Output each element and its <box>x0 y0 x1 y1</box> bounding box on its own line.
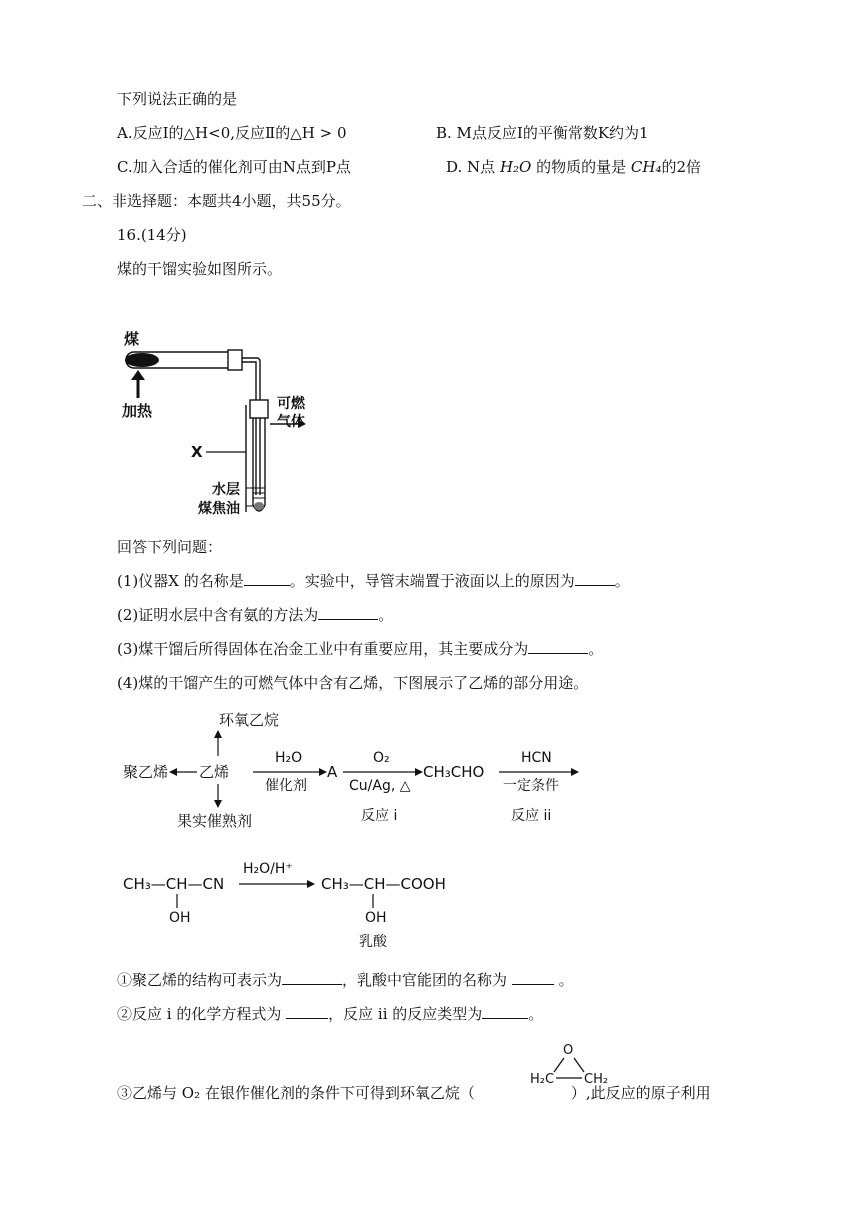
epoxide-bond-left <box>554 1058 564 1072</box>
label-reagent-water: H₂O <box>275 750 303 766</box>
epoxide-right-carbon: CH₂ <box>584 1072 609 1087</box>
subquestion-1 <box>117 970 574 990</box>
receiving-tube <box>253 418 265 511</box>
answer-blank-8 <box>482 1004 528 1019</box>
label-water-layer: 水层 <box>212 482 240 498</box>
q15-option-d <box>446 157 701 177</box>
answer-blank-7 <box>286 1004 328 1019</box>
q15-option-a: A.反应Ⅰ的△H<0,反应Ⅱ的△H > 0 <box>117 124 347 142</box>
label-acid-hydrolysis: H₂O/H⁺ <box>243 861 293 877</box>
q15-option-d-mid: 的物质的量是 <box>536 158 627 176</box>
label-ethylene: 乙烯 <box>199 763 230 781</box>
label-cu-ag-heat: Cu/Ag, △ <box>349 778 411 794</box>
answer-blank-1 <box>244 571 290 586</box>
answer-blank-3 <box>318 605 378 620</box>
label-heat: 加热 <box>122 402 153 420</box>
subquestion-3 <box>117 1083 711 1103</box>
part-1-text-b: 。实验中，导管末端置于液面以上的原因为 <box>289 572 575 590</box>
q15-option-d-h2o: H₂O <box>499 158 532 176</box>
label-coal-tar: 煤焦油 <box>198 501 240 517</box>
coal-sample <box>125 353 159 367</box>
subquestion-3-text-b: ）,此反应的原子利用 <box>570 1084 711 1102</box>
part-1-text-a: (1)仪器X 的名称是 <box>117 572 244 590</box>
delivery-tube <box>242 358 260 495</box>
stopper-1 <box>228 350 242 370</box>
label-certain-conditions: 一定条件 <box>503 778 559 794</box>
label-product-a: A <box>327 763 338 781</box>
label-catalyst: 催化剂 <box>265 778 307 794</box>
label-x: X <box>191 443 203 461</box>
epoxide-oxygen: O <box>563 1043 574 1058</box>
q15-option-d-post: 的2倍 <box>661 158 702 176</box>
label-polyethylene: 聚乙烯 <box>123 763 169 781</box>
label-ripening-agent: 果实催熟剂 <box>177 812 253 830</box>
subquestion-3-text-a: ③乙烯与 O₂ 在银作催化剂的条件下可得到环氧乙烷（ <box>117 1084 475 1102</box>
subquestion-2 <box>117 1004 543 1024</box>
label-coal: 煤 <box>124 330 140 348</box>
part-3-text-b: 。 <box>588 640 604 658</box>
subquestion-1-text-b: ，乳酸中官能团的名称为 <box>342 971 508 989</box>
label-cyanohydrin: CH₃—CH—CN <box>123 875 225 893</box>
answer-blank-2 <box>575 571 615 586</box>
label-left-oh: OH <box>169 910 191 926</box>
answer-blank-4 <box>528 639 588 654</box>
label-acetaldehyde: CH₃CHO <box>423 763 485 781</box>
section-heading: 二、非选择题：本题共4小题，共55分。 <box>82 192 351 210</box>
q15-option-d-ch4: CH₄ <box>630 158 662 176</box>
q15-option-d-pre: D. N点 <box>446 158 496 176</box>
subquestion-2-text-a: ②反应 i 的化学方程式为 <box>117 1005 282 1023</box>
part-1-text-c: 。 <box>614 572 630 590</box>
answer-blank-6 <box>512 970 554 985</box>
subquestion-1-text-a: ①聚乙烯的结构可表示为 <box>117 971 283 989</box>
subquestion-1-text-c: 。 <box>558 971 574 989</box>
subquestion-2-text-c: 。 <box>528 1005 544 1023</box>
label-reagent-o2: O₂ <box>373 750 390 766</box>
answer-blank-5 <box>282 970 342 985</box>
q15-option-c: C.加入合适的催化剂可由N点到P点 <box>117 158 351 176</box>
part-3 <box>117 639 603 659</box>
q16-number: 16.(14分) <box>117 226 187 244</box>
epoxide-bond-right <box>574 1058 584 1072</box>
q16-intro: 煤的干馏实验如图所示。 <box>117 260 283 278</box>
label-reaction-i: 反应 i <box>361 808 398 824</box>
label-epoxy-ethane: 环氧乙烷 <box>219 711 280 729</box>
ethylene-uses-scheme <box>115 700 635 955</box>
q15-stem: 下列说法正确的是 <box>117 90 238 108</box>
epoxide-left-carbon: H₂C <box>530 1072 555 1087</box>
label-gas-line2: 气体 <box>277 414 305 430</box>
distillation-apparatus-figure <box>110 320 340 525</box>
part-4: (4)煤的干馏产生的可燃气体中含有乙烯，下图展示了乙烯的部分用途。 <box>117 674 589 692</box>
stopper-2 <box>250 400 268 418</box>
label-lactic-acid-formula: CH₃—CH—COOH <box>321 875 446 893</box>
subquestion-2-text-b: ，反应 ii 的反应类型为 <box>328 1005 483 1023</box>
label-right-oh: OH <box>365 910 387 926</box>
q15-option-b: B. M点反应Ⅰ的平衡常数K约为1 <box>436 124 649 142</box>
answer-prompt: 回答下列问题： <box>117 538 223 556</box>
part-3-text-a: (3)煤干馏后所得固体在冶金工业中有重要应用，其主要成分为 <box>117 640 529 658</box>
part-2 <box>117 605 393 625</box>
part-2-text-b: 。 <box>378 606 394 624</box>
label-reagent-hcn: HCN <box>521 750 552 766</box>
part-2-text-a: (2)证明水层中含有氨的方法为 <box>117 606 319 624</box>
label-reaction-ii: 反应 ii <box>511 808 552 824</box>
part-1 <box>117 571 630 591</box>
label-lactic-acid: 乳酸 <box>359 934 387 950</box>
label-gas-line1: 可燃 <box>277 396 305 412</box>
